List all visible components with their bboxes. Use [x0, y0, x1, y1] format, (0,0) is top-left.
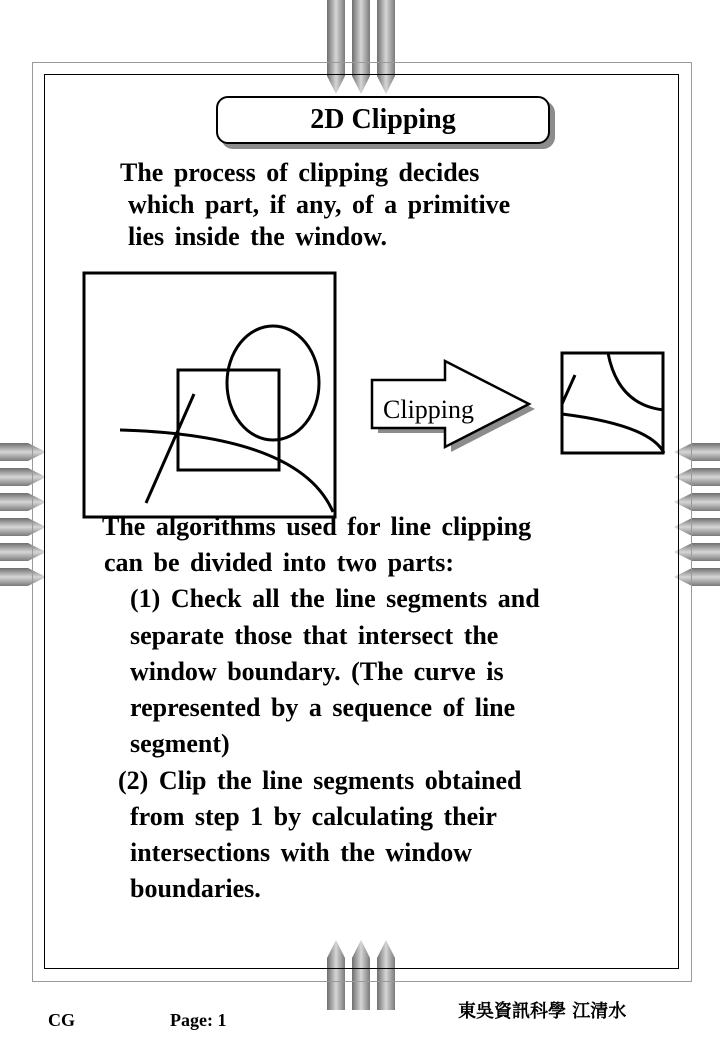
step1-line-1: (1) Check all the line segments and: [130, 584, 540, 613]
intro-line-2: which part, if any, of a primitive: [128, 190, 511, 219]
step1-line-3: window boundary. (The curve is: [130, 657, 504, 686]
footer-page-number: Page: 1: [170, 1010, 227, 1030]
step1-line-5: segment): [130, 729, 230, 758]
body-line-2: can be divided into two parts:: [104, 548, 455, 577]
body-line-1: The algorithms used for line clipping: [102, 512, 532, 541]
before-outer-rect: [84, 273, 335, 517]
after-line-segment: [562, 375, 575, 404]
footer-author: 東吳資訊科學 江清水: [458, 1001, 627, 1022]
before-circle: [227, 326, 319, 440]
after-curve: [562, 414, 664, 453]
step2-line-2: from step 1 by calculating their: [130, 802, 497, 831]
before-line-segment: [146, 394, 194, 503]
intro-line-1: The process of clipping decides: [120, 158, 480, 187]
step2-line-3: intersections with the window: [130, 838, 473, 867]
intro-line-3: lies inside the window.: [128, 222, 388, 251]
clipping-arrow-label: Clipping: [383, 395, 475, 424]
footer-course: CG: [48, 1010, 75, 1030]
step1-line-4: represented by a sequence of line: [130, 693, 516, 722]
after-arc: [608, 353, 664, 410]
step2-line-4: boundaries.: [130, 874, 261, 903]
slide-title-text: 2D Clipping: [310, 104, 456, 135]
step2-line-1: (2) Clip the line segments obtained: [118, 766, 522, 795]
step1-line-2: separate those that intersect the: [130, 621, 499, 650]
